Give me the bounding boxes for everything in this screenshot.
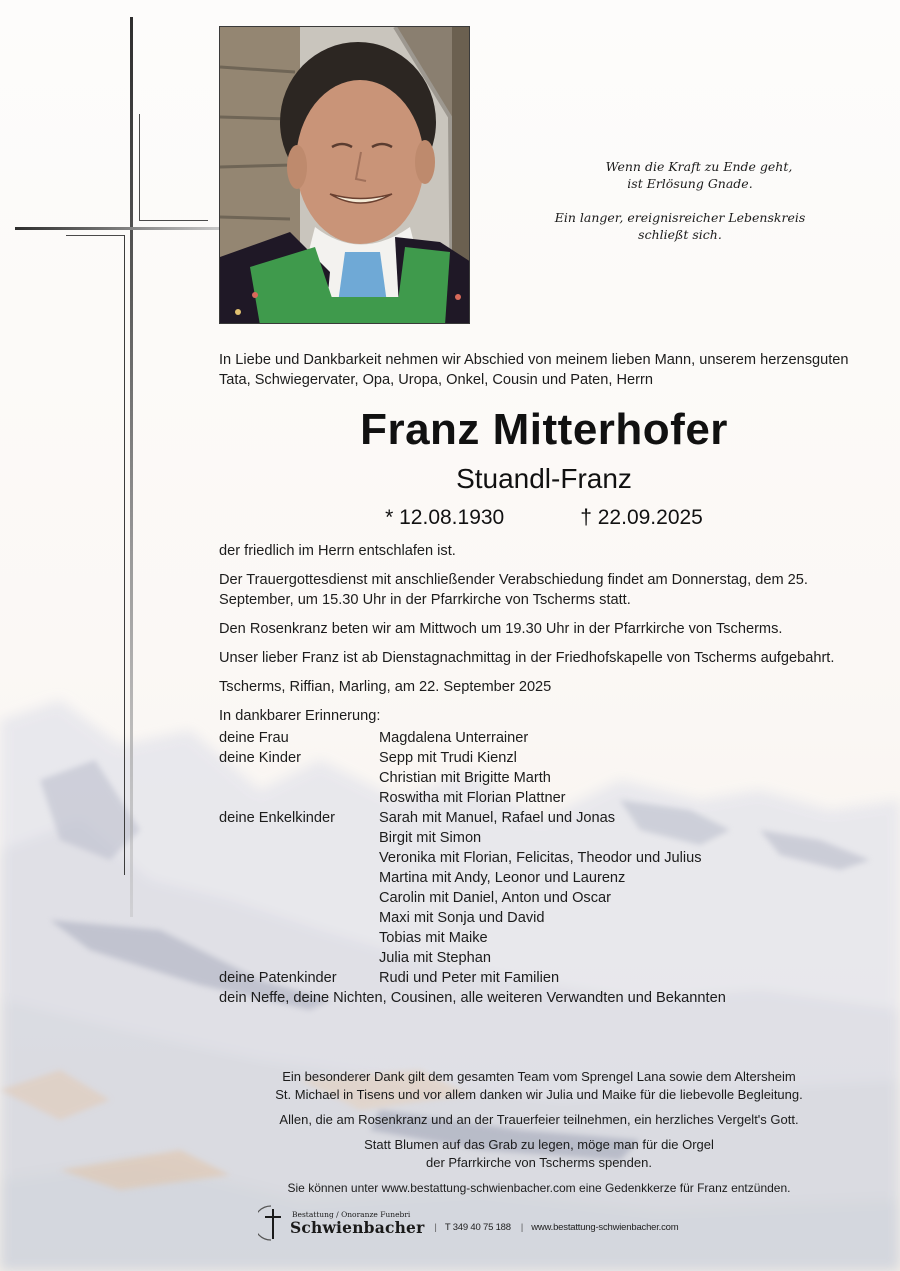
special-thanks-line: Ein besonderer Dank gilt dem gesamten Team vom Sprengel Lana sowie dem Altersheim: [282, 1069, 796, 1084]
paragraph: Der Trauergottesdienst mit anschließender Verabschiedung findet am Donnerstag, dem 25. September, um 15.30 Uhr in der Pfarrkirche von Tscherms statt.: [219, 572, 808, 608]
relative-names: Carolin mit Daniel, Anton und Oscar: [379, 890, 611, 906]
relation-label: [219, 888, 379, 908]
family-row: [219, 828, 859, 848]
cross-corner-line: [66, 235, 125, 236]
family-row: [219, 808, 859, 828]
relative-names: Maxi mit Sonja und David: [379, 910, 545, 926]
relative-names: Sarah mit Manuel, Rafael und Jonas: [379, 810, 616, 826]
deceased-nickname: Stuandl-Franz: [456, 463, 632, 494]
birth-date: * 12.08.1930: [385, 506, 505, 529]
relation-label: [219, 828, 379, 848]
relative-names: Veronika mit Florian, Felicitas, Theodor und Julius: [379, 850, 702, 866]
logo-subtitle: Bestattung / Onoranze Funebri: [292, 1210, 411, 1219]
relative-names: Magdalena Unterrainer: [379, 730, 529, 746]
relation-label: [219, 948, 379, 968]
relative-names: Tobias mit Maike: [379, 930, 488, 946]
general-thanks: Allen, die am Rosenkranz und an der Trauerfeier teilnehmen, ein herzliches Vergelt's Gott.: [279, 1112, 799, 1127]
intro-text: In Liebe und Dankbarkeit nehmen wir Abschied von meinem lieben Mann, unserem herzensguten Tata, Schwiegervater, Opa, Uropa, Onkel, Cousin und Paten, Herrn: [219, 352, 849, 388]
cross-corner-line: [139, 114, 140, 221]
other-relatives: dein Neffe, deine Nichten, Cousinen, alle weiteren Verwandten und Bekannten: [219, 990, 726, 1006]
memorial-candle-note: Sie können unter www.bestattung-schwienbacher.com eine Gedenkkerze für Franz entzünden.: [287, 1181, 791, 1195]
family-row: [219, 728, 859, 748]
family-row: [219, 968, 859, 988]
relation-label: deine Kinder: [219, 750, 301, 766]
relative-names: Birgit mit Simon: [379, 830, 482, 846]
family-row: [219, 928, 859, 948]
cross-corner-line: [139, 220, 208, 221]
donation-line: der Pfarrkirche von Tscherms spenden.: [426, 1155, 652, 1170]
relative-names: Roswitha mit Florian Plattner: [379, 790, 566, 806]
cross-icon: [258, 1204, 286, 1242]
relative-names: Rudi und Peter mit Familien: [379, 970, 560, 986]
relation-label: [219, 768, 379, 788]
thanks-section: [219, 1068, 859, 1204]
announcement-text: [219, 541, 859, 726]
family-list: [219, 728, 859, 1008]
relative-names: Sepp mit Trudi Kienzl: [379, 750, 517, 766]
relative-names: Christian mit Brigitte Marth: [379, 770, 551, 786]
remembrance-heading: In dankbarer Erinnerung:: [219, 708, 381, 724]
donation-note: [219, 1136, 859, 1172]
funeral-home-footer: [258, 1203, 678, 1243]
family-row: [219, 868, 859, 888]
relative-names: Julia mit Stephan: [379, 950, 491, 966]
quote-line: Ein langer, ereignisreicher Lebenskreis schließt sich.: [554, 210, 806, 242]
special-thanks-line: St. Michael in Tisens und vor allem danken wir Julia und Maike für die liebevolle Begleitung.: [275, 1087, 803, 1102]
funeral-home-logo: [290, 1211, 424, 1235]
memorial-quote: [520, 158, 830, 243]
relation-label: [219, 848, 379, 868]
deceased-name: Franz Mitterhofer: [360, 405, 728, 454]
family-row: [219, 768, 859, 788]
paragraph: Den Rosenkranz beten wir am Mittwoch um 19.30 Uhr in der Pfarrkirche von Tscherms.: [219, 621, 783, 637]
relation-label: [219, 928, 379, 948]
family-row: [219, 908, 859, 928]
relation-label: [219, 788, 379, 808]
place-and-date: Tscherms, Riffian, Marling, am 22. September 2025: [219, 679, 552, 695]
paragraph: Unser lieber Franz ist ab Dienstagnachmittag in der Friedhofskapelle von Tscherms aufgebahrt.: [219, 650, 835, 666]
family-row: [219, 748, 859, 768]
obituary-content: [219, 350, 859, 1008]
relation-label: [219, 908, 379, 928]
separator: |: [520, 1222, 524, 1232]
family-row: [219, 888, 859, 908]
separator: |: [434, 1222, 437, 1232]
death-date: † 22.09.2025: [580, 506, 703, 529]
quote-line: ist Erlösung Gnade.: [627, 176, 753, 191]
special-thanks: [219, 1068, 859, 1104]
relation-label: deine Frau: [219, 730, 289, 746]
relation-label: deine Patenkinder: [219, 970, 337, 986]
logo-name: Schwienbacher: [290, 1217, 425, 1237]
cross-vertical-line: [130, 17, 133, 917]
relation-label: deine Enkelkinder: [219, 810, 336, 826]
family-row: [219, 788, 859, 808]
portrait-photo: [219, 26, 470, 324]
cross-corner-line: [124, 235, 125, 875]
website-link[interactable]: www.bestattung-schwienbacher.com: [531, 1222, 679, 1233]
relation-label: [219, 868, 379, 888]
donation-line: Statt Blumen auf das Grab zu legen, möge man für die Orgel: [364, 1137, 714, 1152]
phone-number: T 349 40 75 188: [444, 1222, 511, 1233]
life-dates: [219, 504, 859, 532]
quote-line: Wenn die Kraft zu Ende geht,: [605, 159, 793, 174]
relative-names: Martina mit Andy, Leonor und Laurenz: [379, 870, 626, 886]
paragraph: der friedlich im Herrn entschlafen ist.: [219, 543, 456, 559]
family-row: [219, 848, 859, 868]
cross-horizontal-line: [15, 227, 220, 230]
family-row: [219, 948, 859, 968]
